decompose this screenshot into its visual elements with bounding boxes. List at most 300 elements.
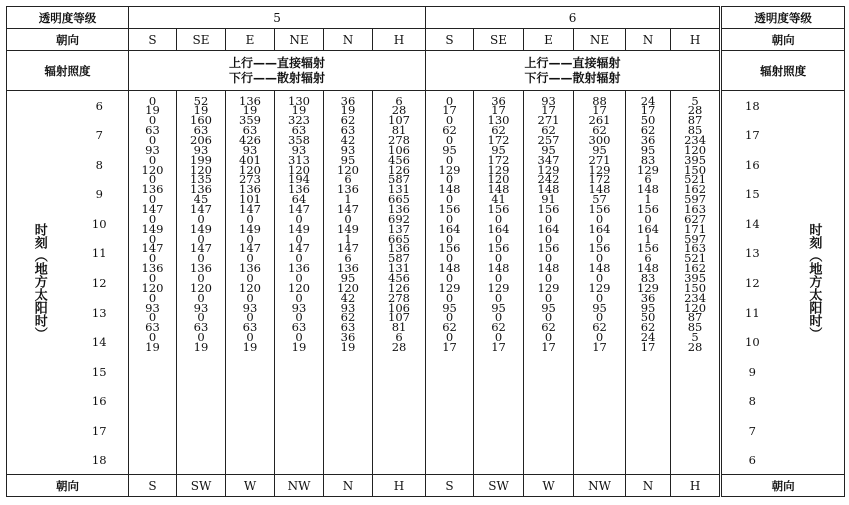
grade-label-right: 透明度等级 (721, 7, 845, 29)
value-cell: 17 (491, 339, 506, 354)
value-cell: 63 (193, 320, 209, 335)
value-cell: 126 (388, 162, 410, 177)
value-cell: 0 (595, 231, 604, 246)
data-column (574, 91, 626, 475)
value-cell: 0 (494, 211, 503, 226)
value-cell: 0 (197, 330, 205, 345)
column-values (129, 93, 176, 354)
direction-bottom: N (626, 475, 671, 497)
hour-label: 14 (91, 335, 107, 350)
value-cell: 129 (537, 162, 560, 177)
value-cell: 148 (637, 182, 659, 197)
value-cell: 93 (193, 300, 209, 315)
value-cell: 136 (141, 182, 164, 197)
value-cell: 1 (644, 192, 652, 207)
value-cell: 0 (494, 231, 503, 246)
value-cell: 17 (640, 103, 656, 118)
time-label-cell-right (783, 91, 845, 475)
direction-top: NE (275, 29, 324, 51)
value-cell: 271 (588, 152, 611, 167)
column-values (373, 93, 425, 354)
value-cell: 106 (388, 300, 410, 315)
column-values (474, 93, 523, 354)
value-cell: 6 (344, 172, 352, 187)
value-cell: 17 (442, 103, 457, 118)
value-cell: 0 (197, 270, 205, 285)
value-cell: 130 (487, 113, 510, 128)
column-values (426, 93, 473, 354)
value-cell: 156 (438, 241, 461, 256)
value-cell: 17 (541, 339, 556, 354)
value-cell: 95 (592, 300, 607, 315)
value-cell: 17 (592, 339, 607, 354)
value-cell: 63 (242, 320, 258, 335)
value-cell: 0 (445, 192, 454, 207)
value-cell: 136 (388, 201, 410, 216)
value-cell: 164 (487, 221, 510, 236)
value-cell: 0 (595, 270, 604, 285)
value-cell: 24 (640, 330, 656, 345)
value-cell: 147 (288, 201, 310, 216)
direction-bottom: SW (177, 475, 226, 497)
data-column (275, 91, 324, 475)
direction-top: NE (574, 29, 626, 51)
value-cell: 93 (291, 300, 307, 315)
value-cell: 45 (193, 192, 209, 207)
value-cell: 83 (640, 152, 656, 167)
value-cell: 0 (544, 251, 553, 266)
value-cell: 120 (684, 300, 707, 315)
value-cell: 36 (340, 93, 356, 108)
value-cell: 120 (190, 162, 212, 177)
value-cell: 0 (246, 251, 254, 266)
value-cell: 129 (637, 162, 659, 177)
value-cell: 50 (640, 113, 656, 128)
value-cell: 0 (246, 231, 254, 246)
value-cell: 0 (295, 211, 303, 226)
legend-note-left (129, 51, 426, 91)
value-cell: 456 (388, 152, 410, 167)
hours-left (71, 96, 129, 475)
column-values (177, 93, 225, 354)
value-cell: 19 (291, 103, 307, 118)
value-cell: 101 (239, 192, 261, 207)
value-cell: 136 (288, 182, 310, 197)
value-cell: 261 (588, 113, 611, 128)
value-cell: 150 (684, 280, 707, 295)
value-cell: 156 (588, 241, 611, 256)
value-cell: 81 (391, 123, 407, 138)
value-cell: 19 (340, 103, 356, 118)
value-cell: 42 (340, 290, 356, 305)
data-column (671, 91, 721, 475)
value-cell: 120 (337, 280, 359, 295)
direction-bottom: H (671, 475, 721, 497)
value-cell: 93 (541, 93, 556, 108)
value-cell: 62 (340, 310, 356, 325)
value-cell: 1 (644, 231, 652, 246)
solar-irradiance-table (6, 6, 845, 497)
value-cell: 62 (340, 113, 356, 128)
value-cell: 0 (494, 270, 503, 285)
direction-bottom: NW (275, 475, 324, 497)
value-cell: 93 (242, 300, 258, 315)
value-cell: 136 (388, 241, 410, 256)
value-cell: 426 (239, 132, 261, 147)
value-cell: 50 (640, 310, 656, 325)
value-cell: 120 (239, 280, 261, 295)
time-label: 时刻（地方太阳时） (31, 222, 47, 340)
value-cell: 148 (438, 182, 461, 197)
direction-top: H (373, 29, 426, 51)
value-cell: 0 (445, 290, 454, 305)
value-cell: 0 (148, 270, 157, 285)
value-cell: 0 (494, 330, 503, 345)
value-cell: 85 (687, 123, 703, 138)
value-cell: 19 (242, 339, 258, 354)
value-cell: 587 (388, 251, 410, 266)
value-cell: 0 (197, 310, 205, 325)
value-cell: 28 (687, 339, 703, 354)
hours-left-cell (71, 91, 129, 475)
value-cell: 164 (537, 221, 560, 236)
value-cell: 627 (684, 211, 707, 226)
value-cell: 278 (388, 290, 410, 305)
column-values (275, 93, 323, 354)
value-cell: 172 (588, 172, 611, 187)
value-cell: 129 (588, 280, 611, 295)
value-cell: 147 (337, 241, 359, 256)
value-cell: 93 (340, 142, 356, 157)
hours-right-cell (721, 91, 783, 475)
value-cell: 63 (242, 123, 258, 138)
value-cell: 91 (541, 192, 556, 207)
value-cell: 95 (491, 142, 506, 157)
value-cell: 163 (684, 241, 707, 256)
value-cell: 136 (239, 93, 261, 108)
value-cell: 156 (537, 241, 560, 256)
value-cell: 147 (141, 201, 164, 216)
value-cell: 62 (640, 123, 656, 138)
value-cell: 19 (145, 339, 160, 354)
value-cell: 62 (592, 320, 607, 335)
value-cell: 19 (145, 103, 160, 118)
value-cell: 83 (640, 270, 656, 285)
value-cell: 36 (640, 290, 656, 305)
value-cell: 149 (190, 221, 212, 236)
data-column (474, 91, 524, 475)
value-cell: 95 (640, 142, 656, 157)
value-cell: 395 (684, 152, 707, 167)
hour-label: 18 (91, 453, 107, 468)
data-column (426, 91, 474, 475)
value-cell: 93 (145, 300, 160, 315)
value-cell: 358 (288, 132, 310, 147)
hour-label: 11 (745, 305, 760, 320)
value-cell: 597 (684, 231, 707, 246)
value-cell: 95 (491, 300, 506, 315)
value-cell: 156 (438, 201, 461, 216)
value-cell: 156 (637, 241, 659, 256)
value-cell: 347 (537, 152, 560, 167)
value-cell: 0 (595, 290, 604, 305)
direction-bottom: S (426, 475, 474, 497)
value-cell: 28 (687, 103, 703, 118)
value-cell: 95 (340, 270, 356, 285)
value-cell: 62 (541, 320, 556, 335)
data-column (324, 91, 373, 475)
value-cell: 63 (145, 320, 160, 335)
value-cell: 93 (193, 142, 209, 157)
value-cell: 0 (197, 211, 205, 226)
irradiance-label: 辐射照度 (7, 51, 129, 91)
hour-label: 10 (91, 216, 107, 231)
data-column (373, 91, 426, 475)
value-cell: 0 (295, 290, 303, 305)
value-cell: 401 (239, 152, 261, 167)
hour-label: 13 (745, 246, 760, 261)
data-column (129, 91, 177, 475)
grade-5: 5 (129, 7, 426, 29)
value-cell: 88 (592, 93, 607, 108)
value-cell: 0 (445, 211, 454, 226)
value-cell: 5 (691, 93, 699, 108)
value-cell: 107 (388, 113, 410, 128)
value-cell: 0 (544, 211, 553, 226)
column-values (626, 93, 670, 354)
value-cell: 0 (595, 330, 604, 345)
value-cell: 136 (239, 182, 261, 197)
hour-label: 15 (745, 187, 760, 202)
value-cell: 136 (190, 182, 212, 197)
value-cell: 0 (295, 330, 303, 345)
value-cell: 0 (148, 93, 157, 108)
hour-label: 6 (95, 98, 103, 113)
value-cell: 148 (588, 261, 611, 276)
value-cell: 164 (438, 221, 461, 236)
value-cell: 129 (588, 162, 611, 177)
value-cell: 0 (246, 270, 254, 285)
value-cell: 131 (388, 182, 410, 197)
value-cell: 87 (687, 113, 703, 128)
value-cell: 6 (644, 172, 652, 187)
data-column (524, 91, 574, 475)
direction-label: 朝向 (7, 29, 129, 51)
column-values (324, 93, 372, 354)
value-cell: 95 (592, 142, 607, 157)
value-cell: 19 (340, 339, 356, 354)
value-cell: 0 (445, 132, 454, 147)
value-cell: 0 (197, 251, 205, 266)
value-cell: 0 (148, 113, 157, 128)
value-cell: 0 (197, 290, 205, 305)
time-label-cell (7, 91, 71, 475)
hour-label: 7 (95, 128, 103, 143)
value-cell: 0 (494, 290, 503, 305)
value-cell: 120 (141, 280, 164, 295)
value-cell: 130 (288, 93, 310, 108)
value-cell: 6 (344, 251, 352, 266)
hour-label: 7 (748, 423, 756, 438)
value-cell: 0 (494, 310, 503, 325)
value-cell: 120 (288, 162, 310, 177)
value-cell: 0 (595, 251, 604, 266)
column-values (524, 93, 573, 354)
value-cell: 0 (445, 93, 454, 108)
value-cell: 17 (592, 103, 607, 118)
value-cell: 28 (391, 339, 407, 354)
value-cell: 456 (388, 270, 410, 285)
value-cell: 131 (388, 261, 410, 276)
value-cell: 164 (588, 221, 611, 236)
value-cell: 148 (537, 261, 560, 276)
legend-note-right (426, 51, 721, 91)
value-cell: 57 (592, 192, 607, 207)
value-cell: 156 (637, 201, 659, 216)
value-cell: 164 (637, 221, 659, 236)
value-cell: 587 (388, 172, 410, 187)
value-cell: 120 (239, 162, 261, 177)
value-cell: 0 (595, 310, 604, 325)
hour-label: 14 (745, 216, 760, 231)
value-cell: 147 (337, 201, 359, 216)
direction-label-bottom-right: 朝向 (721, 475, 845, 497)
value-cell: 0 (445, 172, 454, 187)
value-cell: 93 (242, 142, 258, 157)
direction-bottom: H (373, 475, 426, 497)
value-cell: 63 (291, 320, 307, 335)
value-cell: 156 (537, 201, 560, 216)
value-cell: 120 (684, 142, 707, 157)
hour-label: 11 (91, 246, 107, 261)
column-values (574, 93, 625, 354)
hour-label: 8 (95, 157, 103, 172)
hour-label: 16 (745, 157, 760, 172)
data-column (177, 91, 226, 475)
value-cell: 359 (239, 113, 261, 128)
value-cell: 0 (148, 330, 157, 345)
value-cell: 0 (544, 270, 553, 285)
value-cell: 95 (340, 152, 356, 167)
value-cell: 136 (288, 261, 310, 276)
value-cell: 106 (388, 142, 410, 157)
value-cell: 0 (445, 251, 454, 266)
value-cell: 36 (491, 93, 506, 108)
direction-top: N (626, 29, 671, 51)
value-cell: 0 (544, 310, 553, 325)
direction-top: E (524, 29, 574, 51)
direction-bottom: W (226, 475, 275, 497)
column-values (226, 93, 274, 354)
hours-right (722, 96, 783, 475)
value-cell: 62 (491, 123, 506, 138)
value-cell: 147 (190, 201, 212, 216)
value-cell: 136 (337, 261, 359, 276)
value-cell: 62 (442, 320, 457, 335)
value-cell: 52 (193, 93, 209, 108)
value-cell: 62 (592, 123, 607, 138)
direction-bottom: NW (574, 475, 626, 497)
value-cell: 234 (684, 132, 707, 147)
irradiance-label-right: 辐射照度 (721, 51, 845, 91)
value-cell: 95 (541, 142, 556, 157)
value-cell: 120 (288, 280, 310, 295)
value-cell: 126 (388, 280, 410, 295)
value-cell: 19 (291, 339, 307, 354)
value-cell: 148 (637, 261, 659, 276)
value-cell: 521 (684, 251, 707, 266)
value-cell: 0 (445, 113, 454, 128)
value-cell: 93 (145, 142, 160, 157)
value-cell: 63 (291, 123, 307, 138)
value-cell: 24 (640, 93, 656, 108)
value-cell: 156 (487, 241, 510, 256)
value-cell: 136 (239, 261, 261, 276)
value-cell: 0 (295, 270, 303, 285)
value-cell: 136 (337, 182, 359, 197)
value-cell: 0 (148, 290, 157, 305)
hour-label: 15 (91, 364, 107, 379)
value-cell: 28 (391, 103, 407, 118)
value-cell: 0 (148, 211, 157, 226)
value-cell: 1 (344, 231, 352, 246)
value-cell: 692 (388, 211, 410, 226)
value-cell: 0 (148, 152, 157, 167)
value-cell: 95 (640, 300, 656, 315)
value-cell: 149 (141, 221, 164, 236)
value-cell: 0 (246, 310, 254, 325)
hour-label: 8 (748, 394, 756, 409)
value-cell: 0 (295, 231, 303, 246)
value-cell: 62 (541, 123, 556, 138)
value-cell: 163 (684, 201, 707, 216)
value-cell: 17 (640, 339, 656, 354)
value-cell: 63 (340, 123, 356, 138)
hour-label: 10 (745, 335, 760, 350)
value-cell: 0 (344, 211, 352, 226)
hour-label: 18 (745, 98, 760, 113)
direction-top: S (129, 29, 177, 51)
value-cell: 149 (288, 221, 310, 236)
value-cell: 42 (340, 132, 356, 147)
value-cell: 1 (344, 192, 352, 207)
value-cell: 95 (442, 300, 457, 315)
value-cell: 95 (541, 300, 556, 315)
value-cell: 129 (487, 280, 510, 295)
value-cell: 136 (141, 261, 164, 276)
value-cell: 129 (537, 280, 560, 295)
direction-bottom: N (324, 475, 373, 497)
value-cell: 199 (190, 152, 212, 167)
value-cell: 148 (537, 182, 560, 197)
value-cell: 149 (239, 221, 261, 236)
hour-label: 12 (91, 275, 107, 290)
value-cell: 665 (388, 231, 410, 246)
value-cell: 147 (190, 241, 212, 256)
value-cell: 0 (295, 251, 303, 266)
value-cell: 313 (288, 152, 310, 167)
value-cell: 148 (438, 261, 461, 276)
value-cell: 0 (148, 310, 157, 325)
value-cell: 0 (246, 330, 254, 345)
value-cell: 85 (687, 320, 703, 335)
value-cell: 278 (388, 132, 410, 147)
value-cell: 87 (687, 310, 703, 325)
value-cell: 81 (391, 320, 407, 335)
value-cell: 172 (487, 132, 510, 147)
value-cell: 271 (537, 113, 560, 128)
value-cell: 172 (487, 152, 510, 167)
